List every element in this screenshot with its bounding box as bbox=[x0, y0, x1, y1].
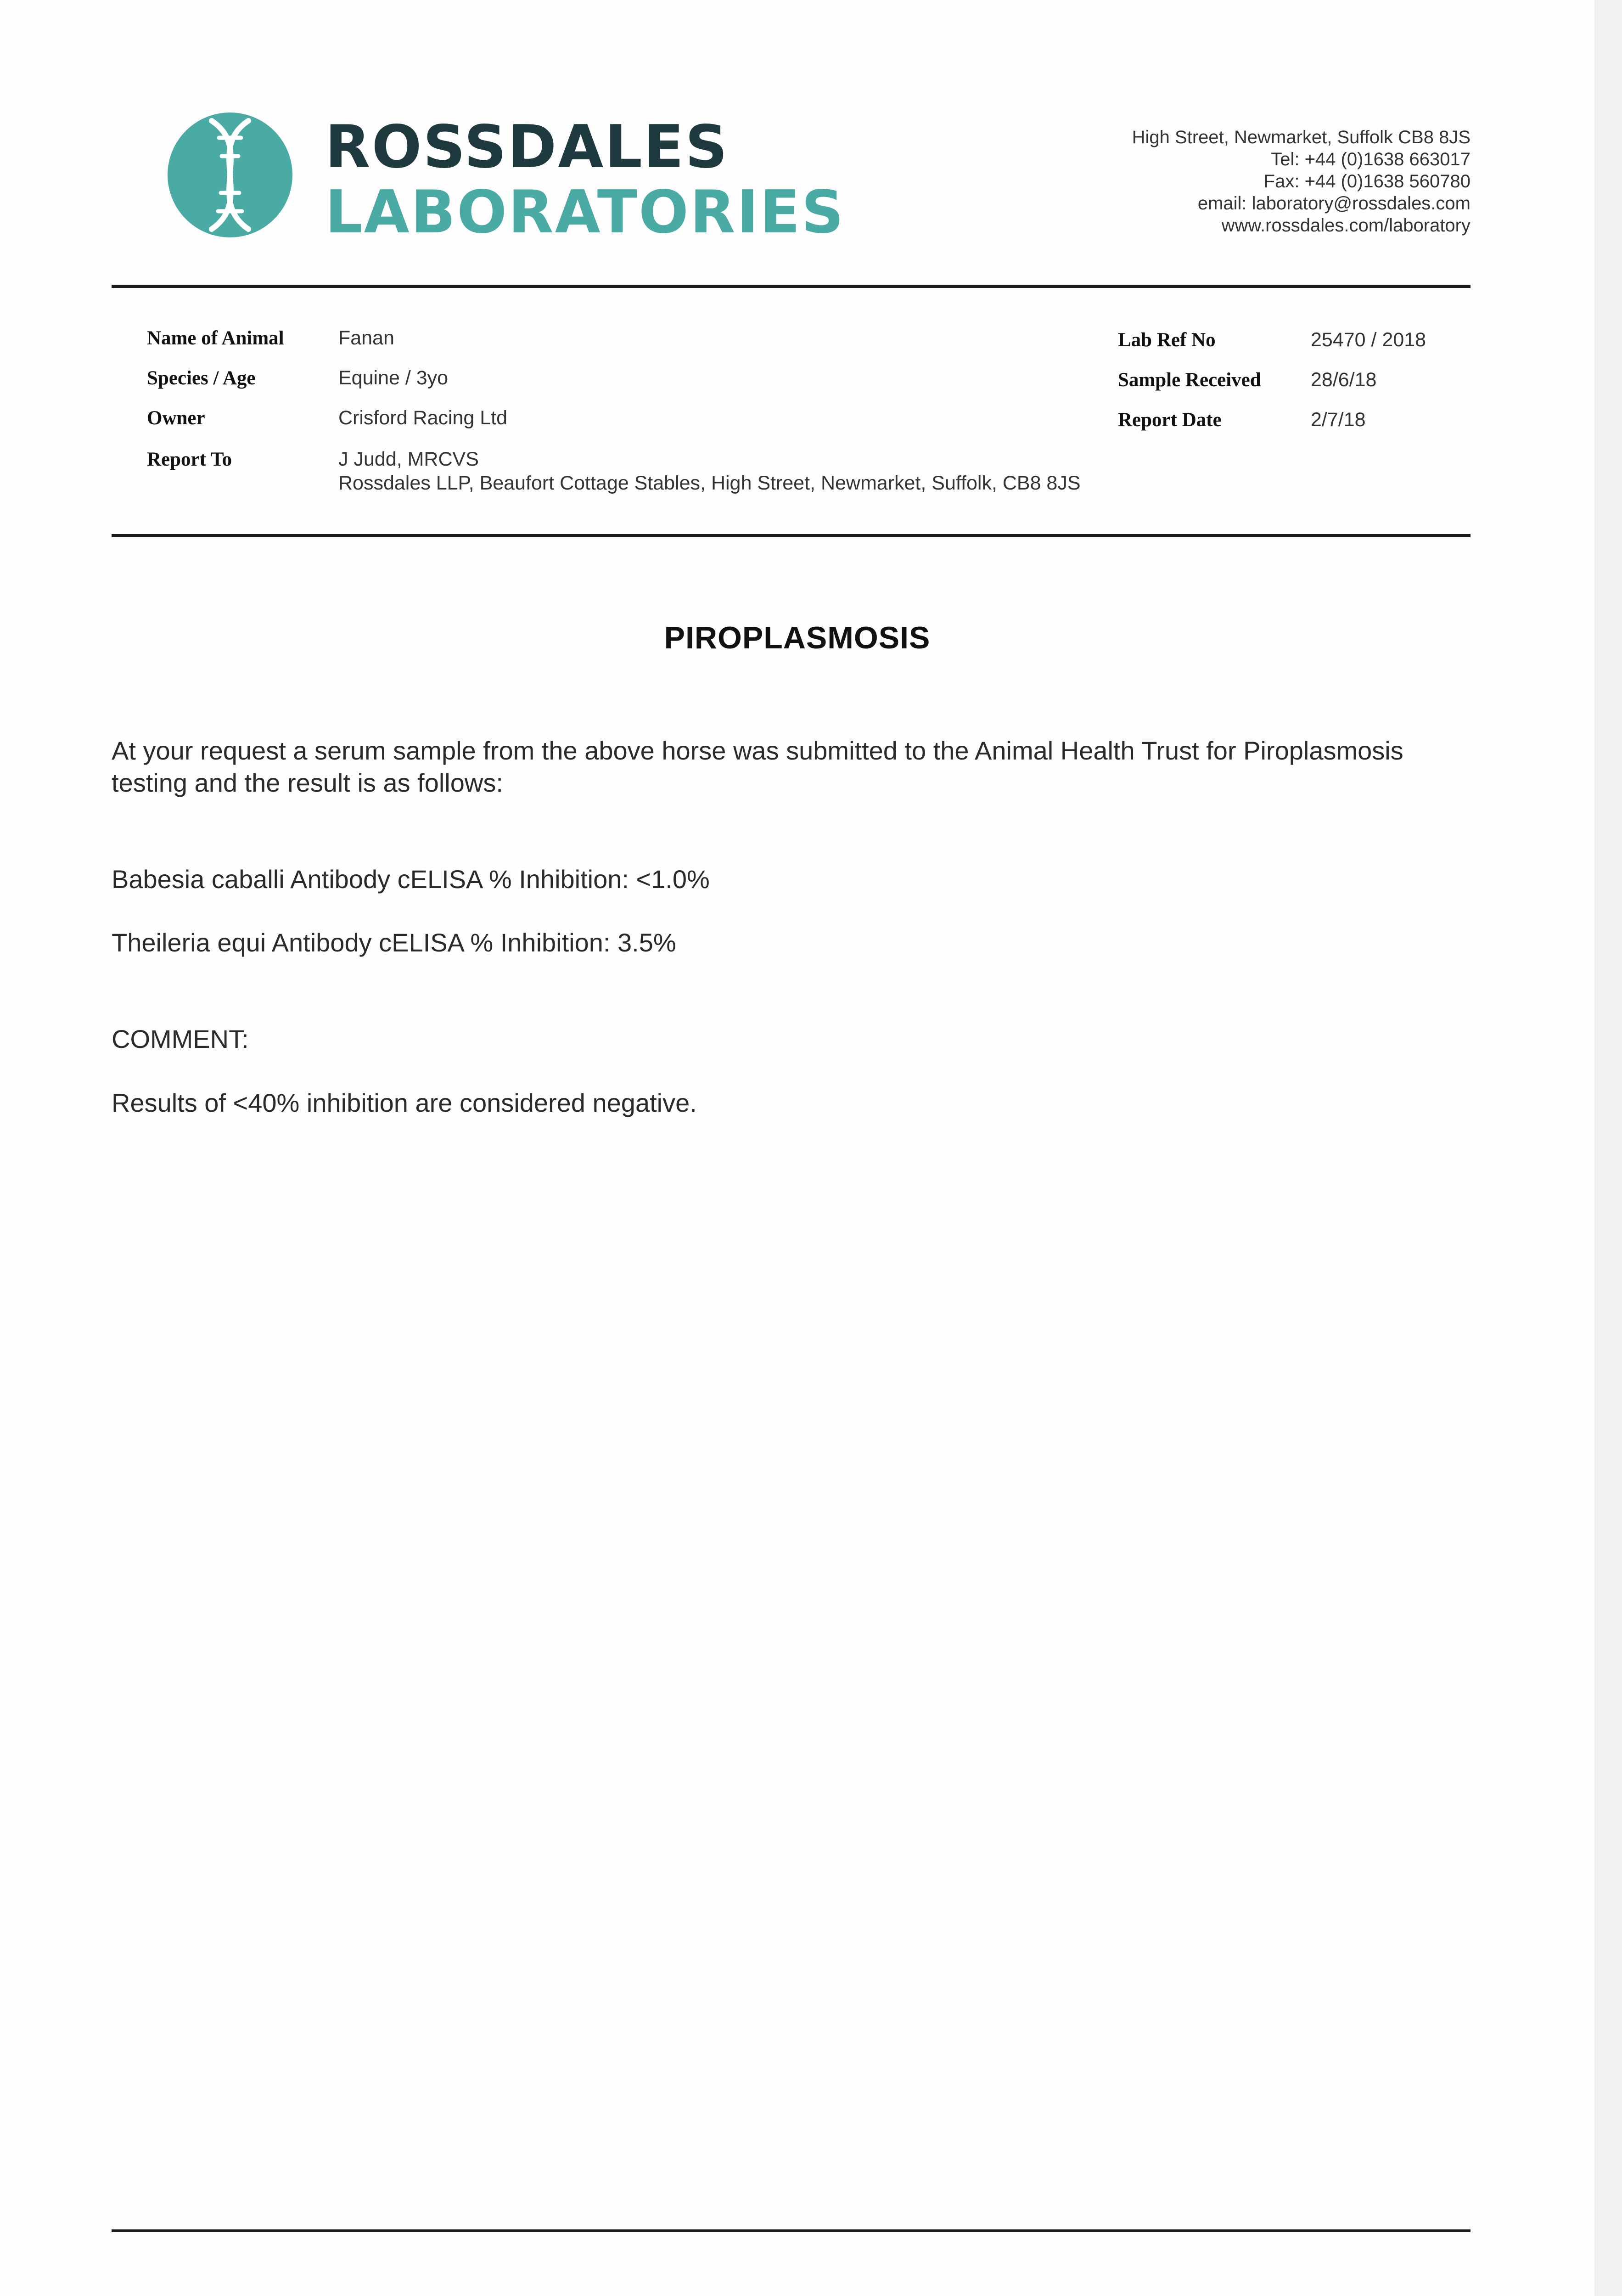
divider-top bbox=[112, 285, 1470, 288]
owner-value: Crisford Racing Ltd bbox=[338, 407, 508, 429]
report-to-name: J Judd, MRCVS bbox=[338, 448, 479, 470]
scan-edge bbox=[1594, 0, 1622, 2296]
name-of-animal-value: Fanan bbox=[338, 327, 394, 349]
species-age-label: Species / Age bbox=[147, 367, 256, 389]
intro-line-1: At your request a serum sample from the above horse was submitted to the Animal Health Trust for Piroplasmosis bbox=[112, 736, 1403, 765]
contact-web: www.rossdales.com/laboratory bbox=[1221, 215, 1470, 236]
report-title: PIROPLASMOSIS bbox=[664, 620, 931, 655]
brand-wordmark bbox=[325, 115, 845, 245]
report-to-label: Report To bbox=[147, 449, 232, 470]
comment-text: Results of <40% inhibition are considered negative. bbox=[112, 1088, 697, 1117]
contact-email: email: laboratory@rossdales.com bbox=[1197, 193, 1470, 214]
intro-line-2: testing and the result is as follows: bbox=[112, 768, 503, 797]
contact-address: High Street, Newmarket, Suffolk CB8 8JS bbox=[1132, 127, 1470, 147]
result-babesia: Babesia caballi Antibody cELISA % Inhibition: <1.0% bbox=[112, 865, 710, 894]
brand-name: ROSSDALES bbox=[325, 113, 729, 181]
divider-bottom bbox=[112, 2229, 1470, 2232]
contact-fax: Fax: +44 (0)1638 560780 bbox=[1263, 171, 1470, 191]
report-date-label: Report Date bbox=[1118, 409, 1222, 431]
report-date-value: 2/7/18 bbox=[1311, 409, 1366, 431]
dna-logo-icon bbox=[168, 113, 292, 237]
comment-heading: COMMENT: bbox=[112, 1024, 249, 1053]
divider-middle bbox=[112, 534, 1470, 537]
contact-block bbox=[1132, 126, 1470, 236]
species-age-value: Equine / 3yo bbox=[338, 367, 449, 389]
sample-received-label: Sample Received bbox=[1118, 369, 1261, 391]
brand-subtitle: LABORATORIES bbox=[325, 178, 845, 247]
sample-received-value: 28/6/18 bbox=[1311, 369, 1377, 391]
owner-label: Owner bbox=[147, 407, 205, 429]
result-theileria: Theileria equi Antibody cELISA % Inhibition: 3.5% bbox=[112, 928, 676, 957]
lab-ref-value: 25470 / 2018 bbox=[1311, 329, 1426, 351]
contact-tel: Tel: +44 (0)1638 663017 bbox=[1271, 149, 1470, 169]
name-of-animal-label: Name of Animal bbox=[147, 327, 284, 349]
report-to-address: Rossdales LLP, Beaufort Cottage Stables, High Street, Newmarket, Suffolk, CB8 8JS bbox=[338, 472, 1081, 494]
lab-ref-label: Lab Ref No bbox=[1118, 329, 1216, 351]
